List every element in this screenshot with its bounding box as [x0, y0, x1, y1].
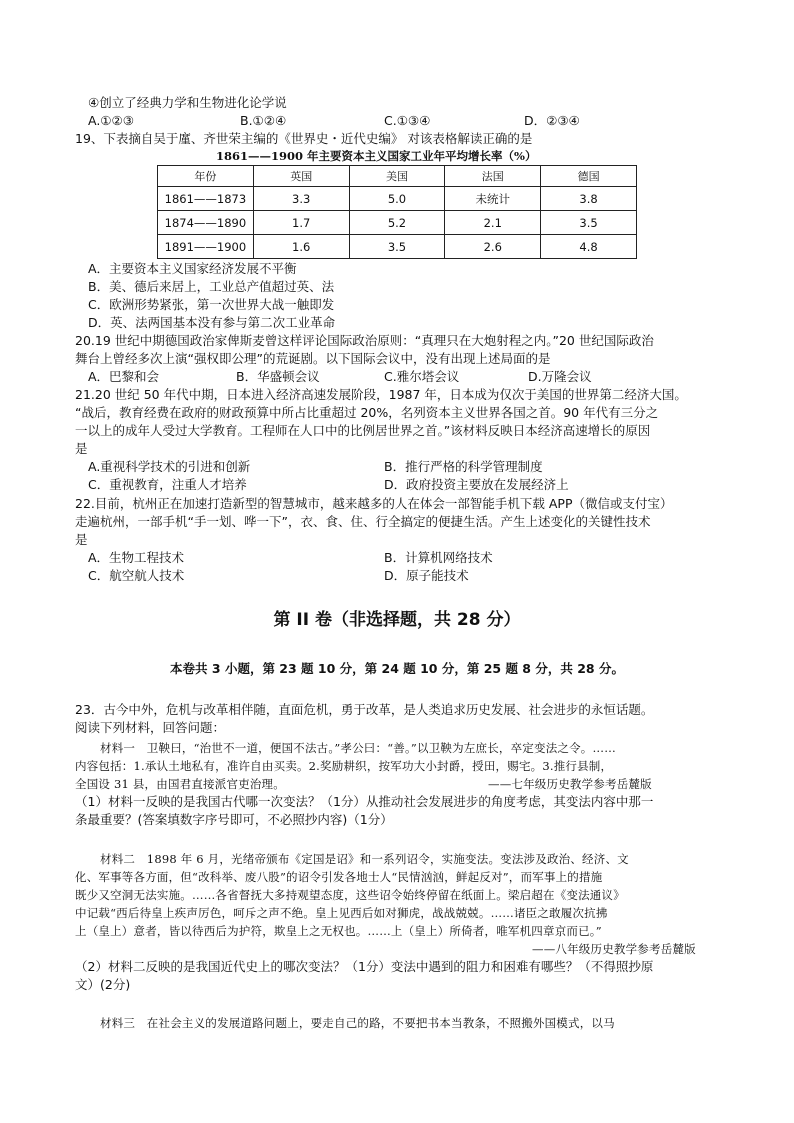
- q21-line4: 是: [75, 441, 88, 456]
- q22-option-d: D．原子能技术: [384, 568, 469, 583]
- q23-subq2-line1: （2）材料二反映的是我国近代史上的哪次变法？（1分）变法中遇到的阻力和困难有哪些？（不得照抄原: [75, 959, 654, 974]
- q23-subq2-line2: 文）(2分): [75, 977, 131, 992]
- q18-item4: ④创立了经典力学和生物进化论学说: [88, 95, 287, 110]
- q21-line1: 21.20 世纪 50 年代中期，日本进入经济高速发展阶段，1987 年，日本成为仅次于美国的世界第二经济大国。: [75, 387, 687, 402]
- q22-line1: 22.目前，杭州正在加速打造新型的智慧城市，越来越多的人在体会一部智能手机下载 APP（微信或支付宝）: [75, 496, 673, 511]
- q19-option-b: B．美、德后来居上，工业总产值超过英、法: [88, 279, 335, 294]
- section-title: 第 II 卷（非选择题，共 28 分）: [273, 610, 521, 630]
- material2-line2: 化、军事等各方面，但“改科举、废八股”的诏令引发各地士人“民情汹汹，鲜起反对”，而军事上的措施: [75, 870, 603, 884]
- q23-line2: 阅读下列材料，回答问题：: [75, 720, 226, 735]
- table-cell: 5.2: [349, 211, 445, 235]
- q21-option-b: B．推行严格的科学管理制度: [384, 459, 543, 474]
- table-cell: 1.6: [253, 235, 349, 259]
- q19-option-d: D．英、法两国基本没有参与第二次工业革命: [88, 315, 336, 330]
- section-note: 本卷共 3 小题，第 23 题 10 分，第 24 题 10 分，第 25 题 8 分，共 28 分。: [170, 661, 624, 676]
- material2-line4: 中记载“西后待皇上疾声厉色，呵斥之声不绝。皇上见西后如对狮虎，战战兢兢。……诸臣之敢履次抗拂: [75, 906, 608, 920]
- table-header: 德国: [541, 166, 637, 187]
- q21-option-d: D．政府投资主要放在发展经济上: [384, 477, 569, 492]
- q18-option-a: A.①②③: [88, 113, 134, 128]
- q21-line3: 一以上的成年人受过大学教育。工程师在人口中的比例居世界之首。”该材料反映日本经济高速增长的原因: [75, 423, 651, 438]
- q18-option-d: D．②③④: [524, 113, 580, 128]
- q22-line2: 走遍杭州，一部手机“手一划、哗一下”，衣、食、住、行全搞定的便捷生活。产生上述变化的关键性技术: [75, 514, 651, 529]
- material1-source: ——七年级历史教学参考岳麓版: [488, 777, 652, 791]
- q21-line2: “战后，教育经费在政府的财政预算中所占比重超过 20%，名列资本主义世界各国之首。90 年代有三分之: [75, 405, 659, 420]
- table-cell: 1861——1873: [158, 187, 254, 211]
- q18-option-c: C.①③④: [384, 113, 431, 128]
- table-cell: 1.7: [253, 211, 349, 235]
- table-cell: 3.5: [541, 211, 637, 235]
- table-cell: 3.5: [349, 235, 445, 259]
- table-cell: 2.1: [445, 211, 541, 235]
- material1-line1: 材料一 卫鞅曰，“治世不一道，便国不法古。”孝公曰：“善。”以卫鞅为左庶长，卒定变法之令。……: [100, 741, 616, 755]
- table-cell: 3.8: [541, 187, 637, 211]
- q23-subq1-line1: （1）材料一反映的是我国古代哪一次变法？（1分）从推动社会发展进步的角度考虑，其变法内容中那一: [75, 794, 654, 809]
- q22-option-a: A．生物工程技术: [88, 550, 185, 565]
- material2-line3: 既少又空洞无法实施。……各省督抚大多持观望态度，这些诏令始终停留在纸面上。梁启超在《变法通议》: [75, 888, 625, 902]
- q20-option-a: A．巴黎和会: [88, 369, 160, 384]
- table-cell: 1891——1900: [158, 235, 254, 259]
- table-header-row: [158, 166, 637, 187]
- q21-option-c: C．重视教育，注重人才培养: [88, 477, 247, 492]
- material3-line1: 材料三 在社会主义的发展道路问题上，要走自己的路，不要把书本当教条，不照搬外国模式，以马: [100, 1016, 615, 1030]
- table-cell: 4.8: [541, 235, 637, 259]
- table-header: 法国: [445, 166, 541, 187]
- table-row: [158, 235, 637, 259]
- q19-table-title: 1861——1900 年主要资本主义国家工业年平均增长率（%）: [216, 149, 537, 163]
- table-row: [158, 187, 637, 211]
- q20-line2: 舞台上曾经多次上演“强权即公理”的荒诞剧。以下国际会议中，没有出现上述局面的是: [75, 351, 551, 366]
- q19-option-a: A．主要资本主义国家经济发展不平衡: [88, 261, 297, 276]
- table-cell: 未统计: [445, 187, 541, 211]
- table-header: 英国: [253, 166, 349, 187]
- table-cell: 3.3: [253, 187, 349, 211]
- q18-option-b: B.①②④: [240, 113, 287, 128]
- q23-subq1-line2: 条最重要？(答案填数字序号即可，不必照抄内容)（1分）: [75, 812, 393, 827]
- material2-line1: 材料二 1898 年 6 月，光绪帝颁布《定国是诏》和一系列诏令，实施变法。变法涉及政治、经济、文: [100, 852, 629, 866]
- q22-line3: 是: [75, 532, 88, 547]
- table-cell: 1874——1890: [158, 211, 254, 235]
- material2-line5: 上（皇上）意者，皆以待西后为护符，欺皇上之无权也。……上（皇上）所倚者，唯军机四章京而已。”: [75, 924, 602, 938]
- q19-stem: 19、下表摘自吴于廑、齐世荣主编的《世界史・近代史编》 对该表格解读正确的是: [75, 131, 533, 146]
- q22-option-c: C．航空航人技术: [88, 568, 185, 583]
- growth-rate-table: [157, 165, 637, 259]
- q19-option-c: C．欧洲形势紧张，第一次世界大战一触即发: [88, 297, 335, 312]
- material1-line2: 内容包括：1.承认土地私有，准许自由买卖。2.奖励耕织，按军功大小封爵，授田，赐宅。3.推行县制，: [75, 759, 613, 773]
- q21-option-a: A.重视科学技术的引进和创新: [88, 459, 251, 474]
- table-cell: 5.0: [349, 187, 445, 211]
- q22-option-b: B．计算机网络技术: [384, 550, 493, 565]
- q20-option-b: B．华盛顿会议: [236, 369, 320, 384]
- q20-option-d: D.万隆会议: [528, 369, 592, 384]
- table-header: 美国: [349, 166, 445, 187]
- table-header: 年份: [158, 166, 254, 187]
- table-row: [158, 211, 637, 235]
- table-cell: 2.6: [445, 235, 541, 259]
- material1-line3: 全国设 31 县，由国君直接派官吏治理。: [75, 777, 285, 791]
- q20-option-c: C.雅尔塔会议: [384, 369, 460, 384]
- q20-line1: 20.19 世纪中期德国政治家俾斯麦曾这样评论国际政治原则：“真理只在大炮射程之内。”20 世纪国际政治: [75, 333, 654, 348]
- q23-line1: 23．古今中外，危机与改革相伴随，直面危机，勇于改革，是人类追求历史发展、社会进步的永恒话题。: [75, 702, 654, 717]
- material2-source: ——八年级历史教学参考岳麓版: [532, 942, 696, 956]
